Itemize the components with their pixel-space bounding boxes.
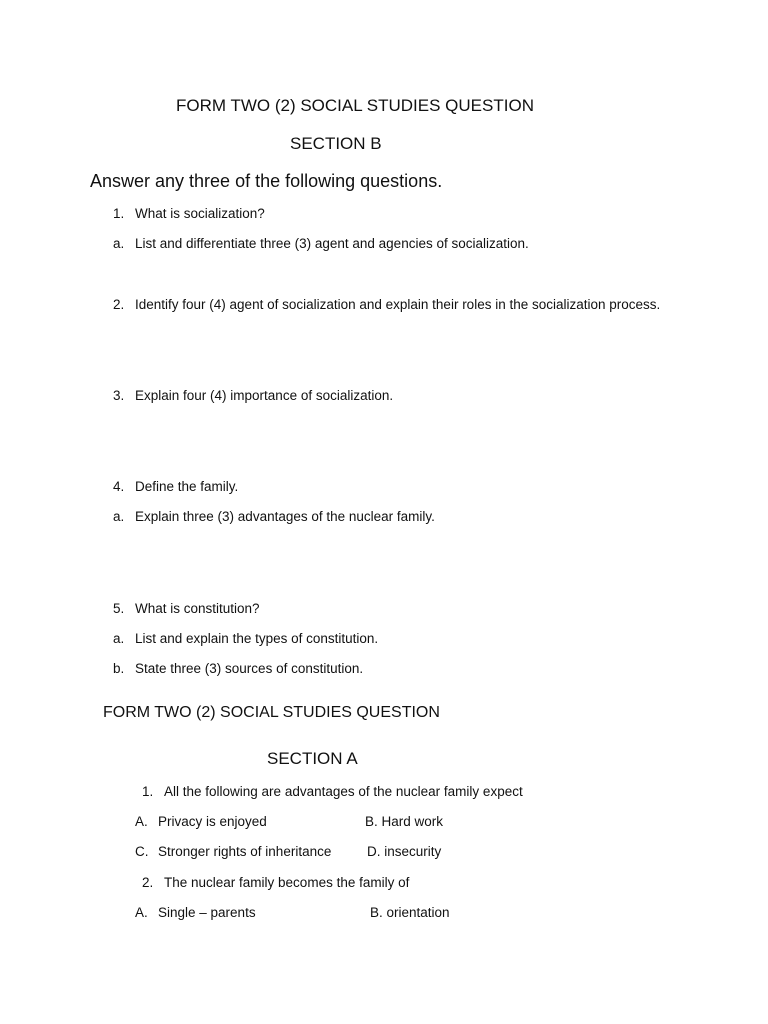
item-marker: 3.	[113, 388, 125, 403]
question-text: The nuclear family becomes the family of	[164, 875, 410, 890]
section-a-heading: SECTION A	[267, 749, 358, 768]
item-marker: 1.	[142, 784, 154, 799]
question-text: What is socialization?	[135, 206, 265, 221]
option-text: Stronger rights of inheritance	[158, 844, 332, 859]
option-text: Privacy is enjoyed	[158, 814, 267, 829]
question-text: What is constitution?	[135, 601, 260, 616]
item-marker: 4.	[113, 479, 125, 494]
option-marker: A.	[135, 905, 148, 920]
question-text: State three (3) sources of constitution.	[135, 661, 364, 676]
section-b-heading: SECTION B	[290, 134, 382, 153]
item-marker: b.	[113, 661, 125, 676]
item-marker: 2.	[113, 297, 125, 312]
option-text: B. orientation	[370, 905, 450, 920]
option-text: B. Hard work	[365, 814, 444, 829]
question-text: Explain three (3) advantages of the nuclear family.	[135, 509, 435, 524]
option-marker: C.	[135, 844, 149, 859]
question-text: Explain four (4) importance of socialization.	[135, 388, 394, 403]
question-text: Identify four (4) agent of socialization and explain their roles in the socialization process.	[135, 297, 661, 312]
section-b-instruction: Answer any three of the following questions.	[90, 171, 443, 191]
section-a-title: FORM TWO (2) SOCIAL STUDIES QUESTION	[103, 704, 440, 721]
option-text: Single – parents	[158, 905, 256, 920]
item-marker: a.	[113, 236, 125, 251]
item-marker: a.	[113, 509, 125, 524]
question-text: Define the family.	[135, 479, 239, 494]
section-b-title: FORM TWO (2) SOCIAL STUDIES QUESTION	[176, 96, 534, 115]
item-marker: 2.	[142, 875, 154, 890]
question-text: List and explain the types of constitution.	[135, 631, 379, 646]
option-marker: A.	[135, 814, 148, 829]
item-marker: 1.	[113, 206, 125, 221]
item-marker: a.	[113, 631, 125, 646]
question-text: List and differentiate three (3) agent and agencies of socialization.	[135, 236, 529, 251]
item-marker: 5.	[113, 601, 125, 616]
question-text: All the following are advantages of the nuclear family expect	[164, 784, 523, 799]
option-text: D. insecurity	[367, 844, 442, 859]
